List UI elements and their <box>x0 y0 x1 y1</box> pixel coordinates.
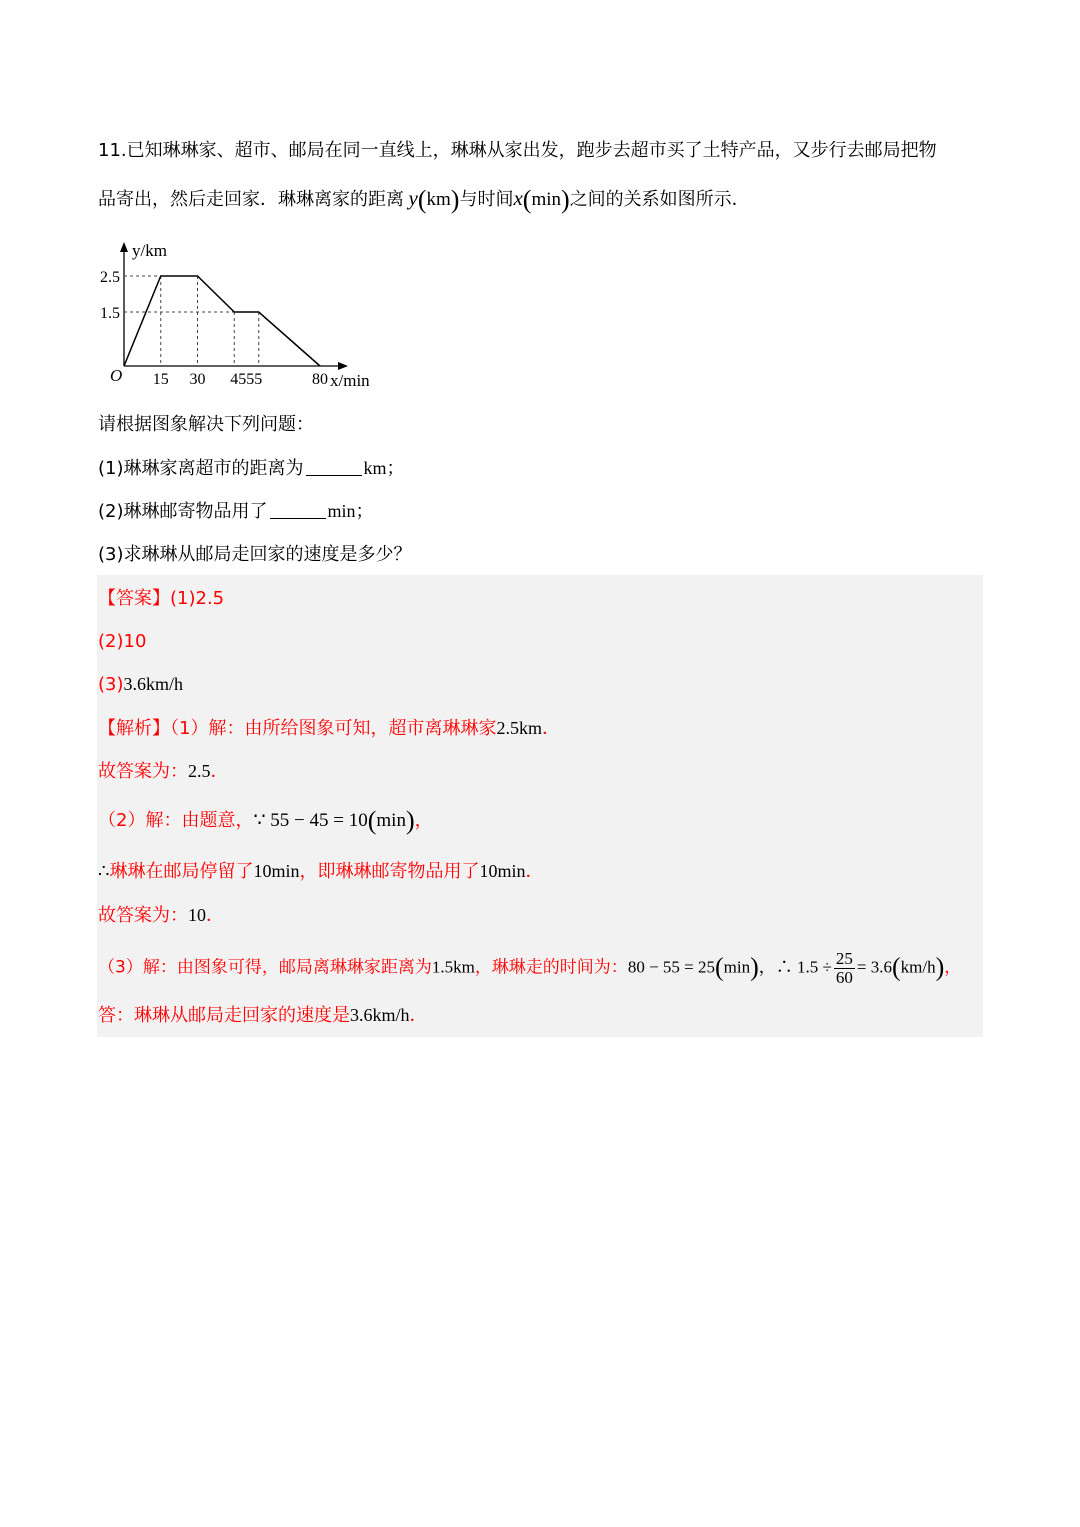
final-answer-end: ． <box>409 1005 428 1026</box>
distance-time-graph <box>90 236 390 396</box>
question-3 <box>98 542 412 567</box>
question-1-text: (1)琳琳家离超市的距离为 <box>98 458 304 479</box>
x-axis-label: x/min <box>330 371 370 390</box>
answer-end-2: ． <box>206 905 224 926</box>
analysis-line-4 <box>98 859 543 884</box>
y-axis-label: y/km <box>132 241 167 260</box>
analysis-line-2 <box>98 759 229 784</box>
analysis-2-equation: ∵ 55 − 45 = 10 <box>253 810 368 831</box>
answer-blank-1[interactable] <box>306 457 362 476</box>
question-1 <box>98 456 405 481</box>
analysis-3-unit-1: min <box>723 957 751 977</box>
analysis-3-unit-2: km/h <box>900 957 936 977</box>
question-2 <box>98 499 374 524</box>
answer-label-2: 故答案为： <box>98 905 188 926</box>
question-2-unit: min； <box>327 501 374 521</box>
analysis-line-3: （2）解：由题意，∵ 55 − 45 = 10(min)， <box>98 806 433 835</box>
answer-line-1 <box>98 586 224 611</box>
analysis-tag: 【解析】 <box>98 718 170 739</box>
problem-text-1: 11.已知琳琳家、超市、邮局在同一直线上，琳琳从家出发，跑步去超市买了土特产品，又步行去邮局把物 <box>98 140 937 161</box>
answer-blank-2[interactable] <box>270 500 326 519</box>
questions-intro <box>98 412 314 437</box>
analysis-3-value-1: 1.5km <box>431 957 475 977</box>
question-2-text: (2)琳琳邮寄物品用了 <box>98 501 268 522</box>
problem-line-2: 品寄出，然后走回家．琳琳离家的距离 y(km)与时间x(min)之间的关系如图所示． <box>98 185 750 214</box>
x-tick-label: 80 <box>312 371 328 388</box>
analysis-2b-value-1: 10min <box>253 861 300 881</box>
analysis-2b-value-2: 10min <box>479 861 526 881</box>
y-tick-label: 2.5 <box>100 269 120 286</box>
analysis-3-text-c: ，∴ 1.5 ÷ <box>758 957 832 977</box>
answer-2: (2)10 <box>98 631 147 652</box>
answer-3-value: 3.6km/h <box>123 674 184 694</box>
analysis-line-6: （3）解：由图象可得，邮局离琳琳家距离为1.5km，琳琳走的时间为：80 − 55 = 25(min)，∴ 1.5 ÷ $\frac{25}{60}$ = 3.6(km/h)， <box>98 949 962 987</box>
fraction-denominator: 60 <box>835 968 853 987</box>
analysis-1-text: （1）解：由所给图象可知，超市离琳琳家 <box>170 718 497 739</box>
answer-value-1: 2.5 <box>188 761 211 781</box>
analysis-line-5 <box>98 903 224 928</box>
unit-min: min <box>531 189 562 210</box>
analysis-2b-text-b: ，即琳琳邮寄物品用了 <box>299 861 480 882</box>
analysis-2-end: ， <box>414 810 433 831</box>
final-answer-text: 答：琳琳从邮局走回家的速度是 <box>98 1005 350 1026</box>
analysis-2-text: （2）解：由题意， <box>98 810 254 831</box>
x-tick-label: 4555 <box>230 371 263 388</box>
var-y: y <box>408 186 418 210</box>
x-tick-label: 30 <box>189 371 206 388</box>
answer-line-2 <box>98 629 146 654</box>
fraction <box>834 950 855 987</box>
analysis-line-7 <box>98 1003 428 1028</box>
question-3-text: (3)求琳琳从邮局走回家的速度是多少？ <box>98 544 412 565</box>
y-tick-label: 1.5 <box>100 305 120 322</box>
problem-text-2a: 品寄出，然后走回家．琳琳离家的距离 <box>98 189 404 210</box>
questions-intro-text: 请根据图象解决下列问题： <box>98 414 314 435</box>
analysis-3-equation-1: 80 − 55 = 25 <box>627 957 715 977</box>
unit-km: km <box>426 189 451 210</box>
answer-3-label: (3) <box>98 674 124 695</box>
problem-text-2c: 之间的关系如图所示． <box>569 189 750 210</box>
x-tick-label: 15 <box>152 371 169 388</box>
therefore-symbol: ∴ <box>98 861 110 881</box>
analysis-3-text-a: （3）解：由图象可得，邮局离琳琳家距离为 <box>98 957 432 978</box>
analysis-1-value: 2.5km <box>496 718 542 738</box>
analysis-3-equation-2: = 3.6 <box>856 957 892 977</box>
origin-label: O <box>110 366 123 385</box>
problem-line-1 <box>98 138 937 163</box>
final-answer-value: 3.6km/h <box>350 1005 410 1025</box>
answer-end-1: ． <box>210 761 229 782</box>
answer-1: (1)2.5 <box>170 588 225 609</box>
analysis-line-1 <box>98 716 560 741</box>
analysis-2-unit: min <box>376 810 406 831</box>
analysis-3-text-b: ，琳琳走的时间为： <box>474 957 628 978</box>
y-axis-arrow <box>120 242 128 252</box>
distance-line <box>124 276 320 366</box>
answer-label-1: 故答案为： <box>98 761 188 782</box>
answer-tag: 【答案】 <box>98 588 170 609</box>
x-axis-arrow <box>338 362 348 370</box>
analysis-1-end: ． <box>541 718 560 739</box>
analysis-2b-end: ． <box>525 861 544 882</box>
analysis-3-end: ， <box>944 957 962 978</box>
answer-line-3 <box>98 672 183 697</box>
question-1-unit: km； <box>363 458 405 478</box>
var-x: x <box>513 186 523 210</box>
answer-value-2: 10 <box>188 905 206 925</box>
analysis-2b-text-a: 琳琳在邮局停留了 <box>109 861 254 882</box>
problem-text-2b: 与时间 <box>459 189 514 210</box>
fraction-numerator: 25 <box>835 949 853 968</box>
